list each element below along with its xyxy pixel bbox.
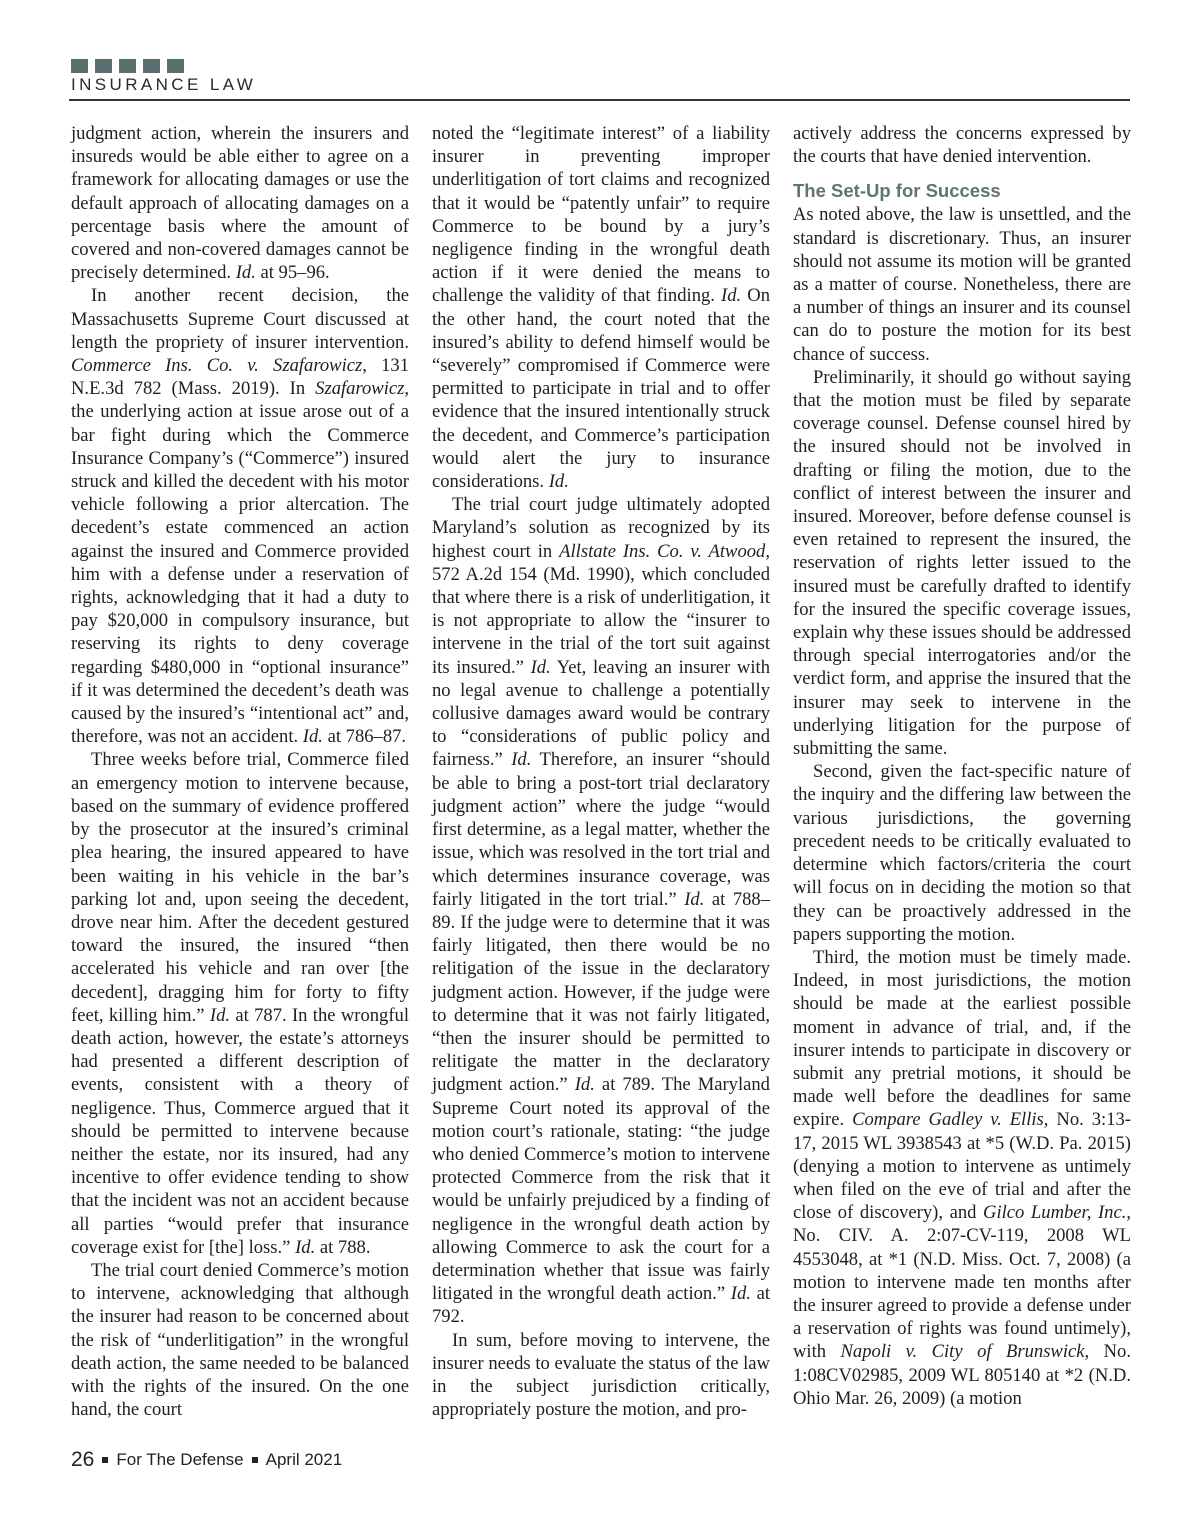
paragraph: The trial court denied Commerce’s motion to intervene, acknowledging that although the insurer had reason to be concerned about the risk of “underlitigation” in the wrongful death action, the same needed to be balanced with the rights of the insured. On the one hand, the court — [71, 1259, 409, 1421]
paragraph: judgment action, wherein the insurers and insureds would be able either to agree on a framework for allocating damages or use the default approach of allocating damages on a percentage basis where the amount of covered and non-covered damages cannot be precisely determined. Id. at 95–96. — [71, 123, 409, 284]
paragraph: Second, given the fact-specific nature of the inquiry and the differing law between the various jurisdictions, the governing precedent needs to be critically evaluated to determine which factors/criteria the court will focus on in deciding the motion so that they can be proactively addressed in the papers supporting the motion. — [793, 761, 1131, 945]
bullet-separator — [102, 1457, 108, 1463]
paragraph: In sum, before moving to intervene, the insurer needs to evaluate the status of the law in the subject jurisdiction critically, appropriately posture the motion, and pro- — [432, 1329, 770, 1421]
paragraph: As noted above, the law is unsettled, and the standard is discretionary. Thus, an insurer should not assume its motion will be granted as a matter of course. Nonetheless, there are a number of things an insurer and its counsel can do to posture the motion for its best chance of success. — [793, 204, 1131, 365]
publication-name: For The Defense — [116, 1450, 244, 1469]
issue-date: April 2021 — [265, 1450, 343, 1469]
paragraph: Third, the motion must be timely made. Indeed, in most jurisdictions, the motion should be made at the earliest possible moment in advance of trial, and, if the insurer intends to participate in discovery or submit any pretrial motions, it should be made well before the deadlines for same expire. Compare Gadley v. Ellis, No. 3:13-17, 2015 WL 3938543 at *5 (W.D. Pa. 2015) (denying a motion to intervene as untimely when filed on the eve of trial and after the close of discovery), and Gilco Lumber, Inc., No. CIV. A. 2:07-CV-119, 2008 WL 4553048, at *1 (N.D. Miss. Oct. 7, 2008) (a motion to intervene made ten months after the insurer agreed to provide a defense under a reservation of rights was found untimely), with Napoli v. City of Brunswick, No. 1:08CV02985, 2009 WL 805140 at *2 (N.D. Ohio Mar. 26, 2009) (a motion — [793, 946, 1132, 1409]
column-2 — [432, 122, 770, 1421]
page-number: 26 — [71, 1448, 95, 1471]
column-1 — [71, 122, 409, 1421]
section-marker — [71, 59, 184, 73]
paragraph: In another recent decision, the Massachusetts Supreme Court discussed at length the propriety of insurer intervention. Commerce Ins. Co. v. Szafarowicz, 131 N.E.3d 782 (Mass. 2019). In Szafarowicz, the underlying action at issue arose out of a bar fight during which the Commerce Insurance Company’s (“Commerce”) insured struck and killed the decedent with his motor vehicle following a prior altercation. The decedent’s estate commenced an action against the insured and Commerce provided him with a defense under a reservation of rights, acknowledging that it had a duty to pay $20,000 in compulsory insurance, but reserving its rights to deny coverage regarding $480,000 in “optional insurance” if it was determined the decedent’s death was caused by the insured’s “intentional act” and, therefore, was not an accident. Id. at 786–87. — [71, 285, 410, 748]
section-heading: The Set-Up for Success — [793, 180, 1001, 202]
page-footer — [71, 1448, 342, 1472]
section-title: INSURANCE LAW — [71, 75, 257, 94]
paragraph: Preliminarily, it should go without saying that the motion must be filed by separate coverage counsel. Defense counsel hired by the insured should not be involved in drafting or filing the motion, due to the conflict of interest between the insurer and insured. Moreover, before defense counsel is even retained to represent the insured, the reservation of rights letter issued to the insured must be carefully drafted to identify for the insured the specific coverage issues, explain why these issues should be addressed through special interrogatories and/or the verdict form, and apprise the insured that the insurer may seek to intervene in the underlying litigation for the purpose of submitting the same. — [793, 366, 1131, 760]
paragraph: actively address the concerns expressed by the courts that have denied intervention. — [793, 123, 1131, 168]
header-rule — [69, 99, 1130, 101]
paragraph: noted the “legitimate interest” of a liability insurer in preventing improper underlitigation of tort claims and recognized that it would be “patently unfair” to require Commerce to be bound by a jury’s negligence finding in the wrongful death action if it were denied the means to challenge the validity of that finding. Id. On the other hand, the court noted that the insured’s ability to defend himself would be “severely” compromised if Commerce were permitted to participate in trial and to offer evidence that the insured intentionally struck the decedent, and Commerce’s participation would alert the jury to insurance considerations. Id. — [432, 123, 770, 493]
paragraph: The trial court judge ultimately adopted Maryland’s solution as recognized by its highest court in Allstate Ins. Co. v. Atwood, 572 A.2d 154 (Md. 1990), which concluded that where there is a risk of underlitigation, it is not appropriate to allow the “insurer to intervene in the trial of the tort suit against its insured.” Id. Yet, leaving an insurer with no legal avenue to challenge a potentially collusive damages award would be contrary to “considerations of public policy and fairness.” Id. Therefore, an insurer “should be able to bring a post-tort trial declaratory judgment action” where the judge “would first determine, as a legal matter, whether the issue, which was resolved in the tort trial and which determines insurance coverage, was fairly litigated in the tort trial.” Id. at 788–89. If the judge were to determine that it was fairly litigated, then there would be no relitigation of the issue in the declaratory judgment action. However, if the judge were to determine that it was not fairly litigated, “then the insurer should be permitted to relitigate the matter in the declaratory judgment action.” Id. at 789. The Maryland Supreme Court noted its approval of the motion court’s rationale, stating: “the judge who denied Commerce’s motion to intervene protected Commerce from the risk that it would be unfairly prejudiced by a finding of negligence in the wrongful death action by allowing Commerce to ask the court for a determination whether that issue was fairly litigated in the wrongful death action.” Id. at 792. — [432, 494, 771, 1328]
column-3 — [793, 122, 1131, 1410]
bullet-separator — [252, 1457, 258, 1463]
paragraph: Three weeks before trial, Commerce filed an emergency motion to intervene because, based on the summary of evidence proffered by the prosecutor at the insured’s criminal plea hearing, the insured appeared to have been waiting in his vehicle in the bar’s parking lot and, upon seeing the decedent, drove near him. After the decedent gestured toward the insured, the insured “then accelerated his vehicle and ran over [the decedent], dragging him for forty to fifty feet, killing him.” Id. at 787. In the wrongful death action, however, the estate’s attorneys had presented a different description of events, consistent with a theory of negligence. Thus, Commerce argued that it should be permitted to intervene because neither the estate, nor its insured, had any incentive to offer evidence tending to show that the incident was not an accident because all parties “would prefer that insurance coverage exist for [the] loss.” Id. at 788. — [71, 749, 409, 1258]
